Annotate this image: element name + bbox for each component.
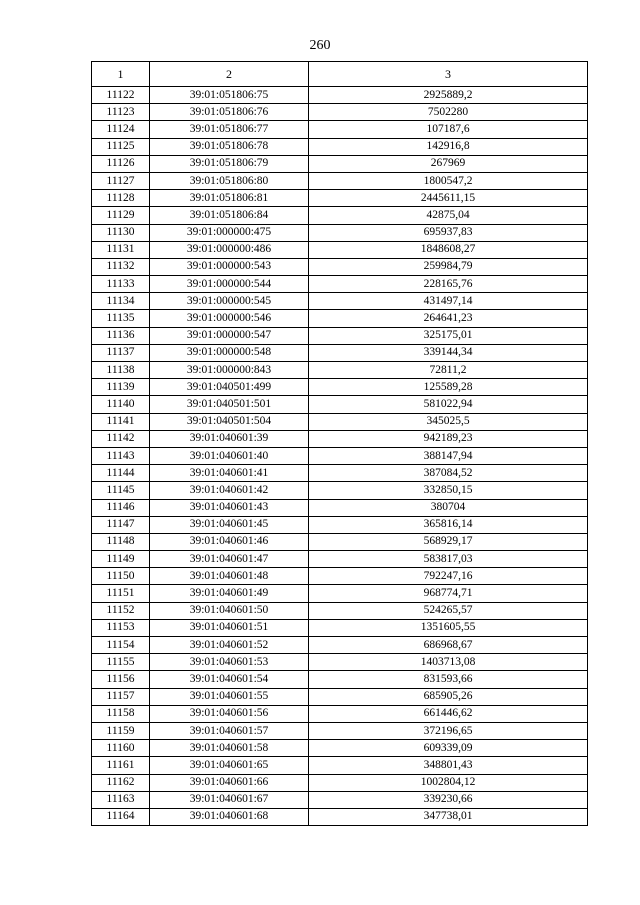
row-number-cell: 11157 (92, 688, 150, 705)
table-row (92, 551, 588, 568)
header-cell-col-2: 2 (150, 62, 309, 87)
row-number-cell: 11134 (92, 293, 150, 310)
cadastral-number-cell: 39:01:000000:546 (150, 310, 309, 327)
table-row (92, 654, 588, 671)
table-row (92, 516, 588, 533)
table-row (92, 568, 588, 585)
value-cell: 7502280 (309, 104, 588, 121)
table-row (92, 447, 588, 464)
cadastral-number-cell: 39:01:040601:39 (150, 430, 309, 447)
table-row (92, 808, 588, 825)
value-cell: 125589,28 (309, 379, 588, 396)
table-row (92, 705, 588, 722)
value-cell: 348801,43 (309, 757, 588, 774)
value-cell: 1848608,27 (309, 241, 588, 258)
table-row (92, 499, 588, 516)
table-row (92, 671, 588, 688)
table-row (92, 757, 588, 774)
row-number-cell: 11150 (92, 568, 150, 585)
table-row (92, 602, 588, 619)
value-cell: 609339,09 (309, 740, 588, 757)
value-cell: 661446,62 (309, 705, 588, 722)
cadastral-number-cell: 39:01:000000:543 (150, 258, 309, 275)
row-number-cell: 11129 (92, 207, 150, 224)
table-row (92, 327, 588, 344)
table-row (92, 241, 588, 258)
table-row (92, 740, 588, 757)
table-row (92, 172, 588, 189)
table-row (92, 207, 588, 224)
value-cell: 792247,16 (309, 568, 588, 585)
value-cell: 42875,04 (309, 207, 588, 224)
cadastral-number-cell: 39:01:000000:486 (150, 241, 309, 258)
row-number-cell: 11122 (92, 87, 150, 104)
cadastral-number-cell: 39:01:000000:843 (150, 362, 309, 379)
cadastral-number-cell: 39:01:000000:544 (150, 276, 309, 293)
row-number-cell: 11156 (92, 671, 150, 688)
table-row (92, 774, 588, 791)
row-number-cell: 11145 (92, 482, 150, 499)
cadastral-number-cell: 39:01:040601:50 (150, 602, 309, 619)
value-cell: 968774,71 (309, 585, 588, 602)
cadastral-number-cell: 39:01:051806:75 (150, 87, 309, 104)
row-number-cell: 11159 (92, 722, 150, 739)
row-number-cell: 11149 (92, 551, 150, 568)
value-cell: 1800547,2 (309, 172, 588, 189)
table-row (92, 87, 588, 104)
row-number-cell: 11144 (92, 465, 150, 482)
row-number-cell: 11128 (92, 190, 150, 207)
value-cell: 524265,57 (309, 602, 588, 619)
row-number-cell: 11124 (92, 121, 150, 138)
cadastral-number-cell: 39:01:040601:55 (150, 688, 309, 705)
cadastral-number-cell: 39:01:040601:48 (150, 568, 309, 585)
table-row (92, 138, 588, 155)
value-cell: 380704 (309, 499, 588, 516)
cadastral-number-cell: 39:01:051806:76 (150, 104, 309, 121)
value-cell: 264641,23 (309, 310, 588, 327)
row-number-cell: 11158 (92, 705, 150, 722)
cadastral-number-cell: 39:01:040601:45 (150, 516, 309, 533)
cadastral-number-cell: 39:01:040601:54 (150, 671, 309, 688)
row-number-cell: 11161 (92, 757, 150, 774)
value-cell: 142916,8 (309, 138, 588, 155)
value-cell: 107187,6 (309, 121, 588, 138)
table-row (92, 224, 588, 241)
cadastral-number-cell: 39:01:040601:41 (150, 465, 309, 482)
table-row (92, 791, 588, 808)
table-row (92, 344, 588, 361)
cadastral-number-cell: 39:01:040601:43 (150, 499, 309, 516)
value-cell: 685905,26 (309, 688, 588, 705)
table-row (92, 533, 588, 550)
cadastral-number-cell: 39:01:051806:79 (150, 155, 309, 172)
cadastral-number-cell: 39:01:040601:67 (150, 791, 309, 808)
cadastral-number-cell: 39:01:040601:40 (150, 447, 309, 464)
value-cell: 72811,2 (309, 362, 588, 379)
value-cell: 831593,66 (309, 671, 588, 688)
row-number-cell: 11152 (92, 602, 150, 619)
table-row (92, 688, 588, 705)
value-cell: 347738,01 (309, 808, 588, 825)
table-row (92, 396, 588, 413)
cadastral-number-cell: 39:01:040601:51 (150, 619, 309, 636)
value-cell: 345025,5 (309, 413, 588, 430)
row-number-cell: 11138 (92, 362, 150, 379)
value-cell: 332850,15 (309, 482, 588, 499)
row-number-cell: 11140 (92, 396, 150, 413)
row-number-cell: 11132 (92, 258, 150, 275)
row-number-cell: 11154 (92, 637, 150, 654)
table-row (92, 293, 588, 310)
row-number-cell: 11163 (92, 791, 150, 808)
cadastral-number-cell: 39:01:040601:57 (150, 722, 309, 739)
value-cell: 339230,66 (309, 791, 588, 808)
table-row (92, 430, 588, 447)
row-number-cell: 11126 (92, 155, 150, 172)
table-row (92, 413, 588, 430)
cadastral-number-cell: 39:01:040601:46 (150, 533, 309, 550)
cadastral-number-cell: 39:01:040501:499 (150, 379, 309, 396)
row-number-cell: 11139 (92, 379, 150, 396)
table-row (92, 258, 588, 275)
table-row (92, 482, 588, 499)
cadastral-number-cell: 39:01:040601:52 (150, 637, 309, 654)
cadastral-number-cell: 39:01:040601:66 (150, 774, 309, 791)
value-cell: 372196,65 (309, 722, 588, 739)
row-number-cell: 11141 (92, 413, 150, 430)
value-cell: 2925889,2 (309, 87, 588, 104)
table-row (92, 104, 588, 121)
value-cell: 1403713,08 (309, 654, 588, 671)
row-number-cell: 11162 (92, 774, 150, 791)
table-row (92, 379, 588, 396)
value-cell: 259984,79 (309, 258, 588, 275)
table-row (92, 362, 588, 379)
row-number-cell: 11147 (92, 516, 150, 533)
value-cell: 267969 (309, 155, 588, 172)
value-cell: 942189,23 (309, 430, 588, 447)
value-cell: 228165,76 (309, 276, 588, 293)
value-cell: 568929,17 (309, 533, 588, 550)
header-cell-col-3: 3 (309, 62, 588, 87)
table-row (92, 465, 588, 482)
row-number-cell: 11143 (92, 447, 150, 464)
cadastral-number-cell: 39:01:000000:547 (150, 327, 309, 344)
row-number-cell: 11125 (92, 138, 150, 155)
value-cell: 365816,14 (309, 516, 588, 533)
row-number-cell: 11130 (92, 224, 150, 241)
row-number-cell: 11135 (92, 310, 150, 327)
value-cell: 686968,67 (309, 637, 588, 654)
row-number-cell: 11153 (92, 619, 150, 636)
cadastral-number-cell: 39:01:040501:501 (150, 396, 309, 413)
value-cell: 431497,14 (309, 293, 588, 310)
cadastral-number-cell: 39:01:051806:81 (150, 190, 309, 207)
table-row (92, 585, 588, 602)
header-row (92, 62, 588, 87)
row-number-cell: 11137 (92, 344, 150, 361)
row-number-cell: 11151 (92, 585, 150, 602)
row-number-cell: 11136 (92, 327, 150, 344)
value-cell: 325175,01 (309, 327, 588, 344)
value-cell: 695937,83 (309, 224, 588, 241)
cadastral-number-cell: 39:01:040501:504 (150, 413, 309, 430)
row-number-cell: 11146 (92, 499, 150, 516)
table-row (92, 155, 588, 172)
row-number-cell: 11131 (92, 241, 150, 258)
cadastral-number-cell: 39:01:040601:65 (150, 757, 309, 774)
cadastral-number-cell: 39:01:040601:47 (150, 551, 309, 568)
cadastral-number-cell: 39:01:051806:80 (150, 172, 309, 189)
table-row (92, 190, 588, 207)
header-cell-col-1: 1 (92, 62, 150, 87)
table-row (92, 637, 588, 654)
value-cell: 387084,52 (309, 465, 588, 482)
table-row (92, 722, 588, 739)
value-cell: 2445611,15 (309, 190, 588, 207)
row-number-cell: 11160 (92, 740, 150, 757)
value-cell: 339144,34 (309, 344, 588, 361)
table-header (92, 62, 588, 87)
page-number: 260 (309, 38, 331, 53)
value-cell: 1351605,55 (309, 619, 588, 636)
table-row (92, 619, 588, 636)
cadastral-number-cell: 39:01:051806:84 (150, 207, 309, 224)
cadastral-number-cell: 39:01:040601:68 (150, 808, 309, 825)
data-table (91, 61, 588, 826)
table-row (92, 121, 588, 138)
value-cell: 581022,94 (309, 396, 588, 413)
row-number-cell: 11142 (92, 430, 150, 447)
cadastral-number-cell: 39:01:040601:49 (150, 585, 309, 602)
row-number-cell: 11123 (92, 104, 150, 121)
cadastral-number-cell: 39:01:000000:548 (150, 344, 309, 361)
value-cell: 1002804,12 (309, 774, 588, 791)
row-number-cell: 11133 (92, 276, 150, 293)
cadastral-number-cell: 39:01:040601:58 (150, 740, 309, 757)
value-cell: 388147,94 (309, 447, 588, 464)
table-row (92, 310, 588, 327)
row-number-cell: 11148 (92, 533, 150, 550)
cadastral-number-cell: 39:01:051806:78 (150, 138, 309, 155)
cadastral-number-cell: 39:01:051806:77 (150, 121, 309, 138)
table-row (92, 276, 588, 293)
table-body (92, 87, 588, 826)
row-number-cell: 11127 (92, 172, 150, 189)
cadastral-number-cell: 39:01:040601:53 (150, 654, 309, 671)
cadastral-number-cell: 39:01:000000:475 (150, 224, 309, 241)
value-cell: 583817,03 (309, 551, 588, 568)
cadastral-number-cell: 39:01:040601:56 (150, 705, 309, 722)
cadastral-number-cell: 39:01:000000:545 (150, 293, 309, 310)
row-number-cell: 11155 (92, 654, 150, 671)
row-number-cell: 11164 (92, 808, 150, 825)
cadastral-number-cell: 39:01:040601:42 (150, 482, 309, 499)
